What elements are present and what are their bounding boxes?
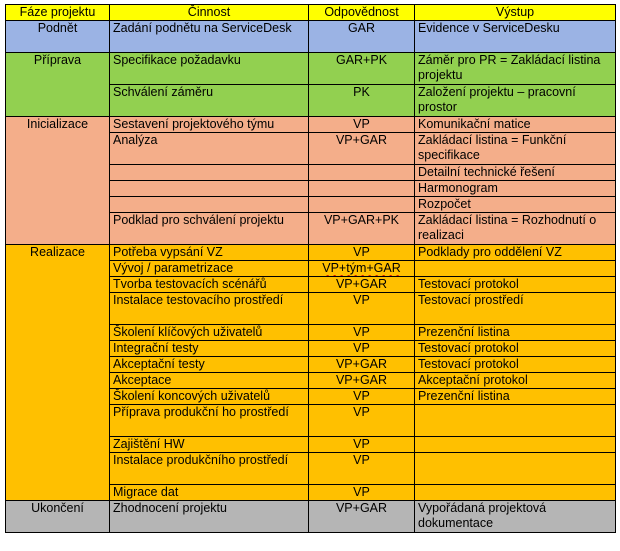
output-cell: Záměr pro PR = Zakládací listina projektu: [415, 53, 616, 85]
responsibility-cell: VP: [309, 453, 415, 485]
responsibility-cell: VP: [309, 405, 415, 437]
output-cell: Testovací protokol: [415, 277, 616, 293]
activity-cell: Vývoj / parametrizace: [110, 261, 309, 277]
activity-cell: Migrace dat: [110, 485, 309, 501]
responsibility-cell: VP: [309, 325, 415, 341]
output-cell: Prezenční listina: [415, 325, 616, 341]
activity-cell: Specifikace požadavku: [110, 53, 309, 85]
output-cell: [415, 261, 616, 277]
header-phase: Fáze projektu: [6, 5, 110, 21]
output-cell: Založení projektu – pracovní prostor: [415, 85, 616, 117]
responsibility-cell: VP: [309, 245, 415, 261]
activity-cell: Akceptace: [110, 373, 309, 389]
responsibility-cell: [309, 181, 415, 197]
table-row: [6, 21, 616, 53]
responsibility-cell: VP+GAR: [309, 501, 415, 533]
phase-priprava: Příprava: [6, 53, 110, 117]
activity-cell: Instalace produkčního prostředí: [110, 453, 309, 485]
responsibility-cell: VP+GAR: [309, 373, 415, 389]
activity-cell: [110, 197, 309, 213]
output-cell: Zakládací listina = Funkční specifikace: [415, 133, 616, 165]
output-cell: Prezenční listina: [415, 389, 616, 405]
responsibility-cell: GAR: [309, 21, 415, 53]
output-cell: [415, 437, 616, 453]
header-row: [6, 5, 616, 21]
output-cell: Testovací protokol: [415, 341, 616, 357]
header-activity: Činnost: [110, 5, 309, 21]
output-cell: [415, 405, 616, 437]
output-cell: Evidence v ServiceDesku: [415, 21, 616, 53]
output-cell: Akceptační protokol: [415, 373, 616, 389]
responsibility-cell: VP: [309, 389, 415, 405]
project-phase-table: [5, 4, 616, 533]
responsibility-cell: VP+GAR: [309, 133, 415, 165]
responsibility-cell: [309, 261, 415, 277]
table-row: [6, 117, 616, 133]
responsibility-cell: VP+GAR: [309, 357, 415, 373]
output-cell: Detailní technické řešení: [415, 165, 616, 181]
activity-cell: Analýza: [110, 133, 309, 165]
activity-cell: [110, 181, 309, 197]
responsibility-cell: VP+GAR+PK: [309, 213, 415, 245]
phase-ukonceni: Ukončení: [6, 501, 110, 533]
table-row: [6, 501, 616, 533]
output-cell: [415, 485, 616, 501]
phase-realizace: Realizace: [6, 245, 110, 501]
responsibility-cell: VP+GAR: [309, 277, 415, 293]
activity-cell: Zajištění HW: [110, 437, 309, 453]
header-output: Výstup: [415, 5, 616, 21]
responsibility-cell: [309, 197, 415, 213]
output-cell: Komunikační matice: [415, 117, 616, 133]
activity-cell: Příprava produkční ho prostředí: [110, 405, 309, 437]
responsibility-cell: VP: [309, 117, 415, 133]
output-cell: Harmonogram: [415, 181, 616, 197]
activity-cell: Tvorba testovacích scénářů: [110, 277, 309, 293]
output-cell: Zakládací listina = Rozhodnutí o realizaci: [415, 213, 616, 245]
responsibility-cell: VP: [309, 293, 415, 325]
activity-cell: Integrační testy: [110, 341, 309, 357]
responsibility-cell: VP: [309, 437, 415, 453]
table-row: [6, 53, 616, 85]
activity-cell: Školení koncových uživatelů: [110, 389, 309, 405]
output-cell: Testovací protokol: [415, 357, 616, 373]
responsibility-cell: GAR+PK: [309, 53, 415, 85]
activity-cell: [110, 165, 309, 181]
table-row: [6, 245, 616, 261]
responsibility-cell: VP: [309, 341, 415, 357]
output-cell: Testovací prostředí: [415, 293, 616, 325]
header-responsibility: Odpovědnost: [309, 5, 415, 21]
output-cell: [415, 453, 616, 485]
phase-podnet: Podnět: [6, 21, 110, 53]
activity-cell: Zhodnocení projektu: [110, 501, 309, 533]
activity-cell: Schválení záměru: [110, 85, 309, 117]
output-cell: Rozpočet: [415, 197, 616, 213]
activity-cell: Podklad pro schválení projektu: [110, 213, 309, 245]
activity-cell: Zadání podnětu na ServiceDesk: [110, 21, 309, 53]
activity-cell: Školení klíčových uživatelů: [110, 325, 309, 341]
activity-cell: Sestavení projektového týmu: [110, 117, 309, 133]
responsibility-cell: PK: [309, 85, 415, 117]
output-cell: Podklady pro oddělení VZ: [415, 245, 616, 261]
responsibility-cell: [309, 165, 415, 181]
responsibility-cell: VP: [309, 485, 415, 501]
activity-cell: Instalace testovacího prostředí: [110, 293, 309, 325]
responsibility-text: VP+tým+GAR: [322, 261, 401, 275]
activity-cell: Akceptační testy: [110, 357, 309, 373]
output-cell: Vypořádaná projektová dokumentace: [415, 501, 616, 533]
phase-inicializace: Inicializace: [6, 117, 110, 245]
activity-cell: Potřeba vypsání VZ: [110, 245, 309, 261]
